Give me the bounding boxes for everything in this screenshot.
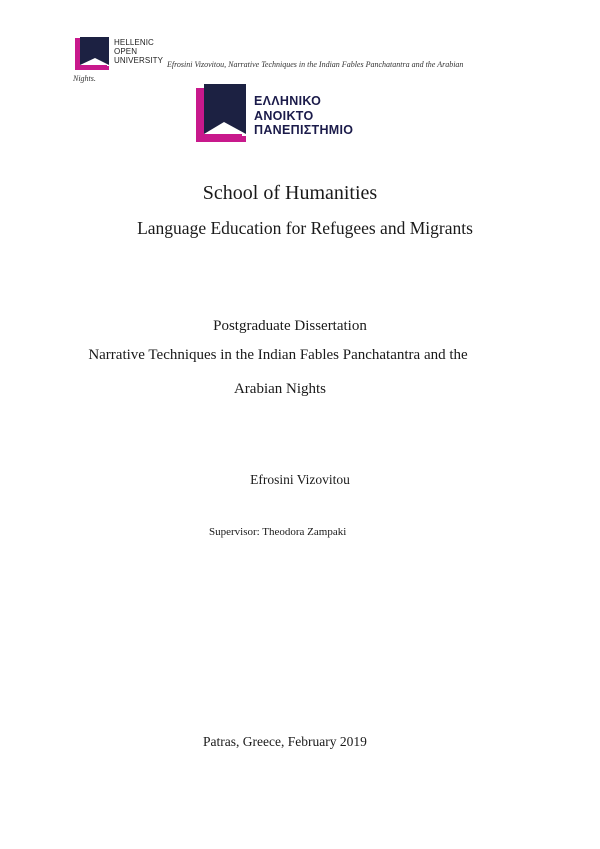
small-logo-line: OPEN	[114, 47, 138, 56]
author-name: Efrosini Vizovitou	[250, 472, 350, 487]
logo-line: ΠΑΝΕΠΙΣΤΗΜΙΟ	[254, 123, 354, 137]
place-and-date: Patras, Greece, February 2019	[203, 734, 367, 749]
running-head: Efrosini Vizovitou, Narrative Techniques in the Indian Fables Panchatantra and the Arabian	[167, 60, 464, 69]
running-head-continuation: Nights.	[73, 74, 96, 83]
small-logo-line: HELLENIC	[114, 38, 154, 47]
university-emblem-icon	[73, 36, 109, 72]
dissertation-title-line-2: Arabian Nights	[233, 381, 327, 397]
small-logo-line: UNIVERSITY	[114, 56, 164, 65]
supervisor: Supervisor: Theodora Zampaki	[209, 526, 347, 538]
hellenic-open-university-logo	[194, 84, 374, 146]
dissertation-type: Postgraduate Dissertation	[213, 318, 367, 334]
school-name: School of Humanities	[202, 182, 378, 204]
program-name: Language Education for Refugees and Migrants	[137, 218, 473, 238]
logo-line: ΕΛΛΗΝΙΚΟ	[254, 94, 322, 108]
logo-line: ΑΝΟΙΚΤΟ	[254, 108, 314, 123]
header-university-logo	[73, 36, 165, 72]
dissertation-title-line-1: Narrative Techniques in the Indian Fables Panchatantra and the	[88, 347, 468, 363]
university-emblem-icon	[194, 84, 246, 144]
